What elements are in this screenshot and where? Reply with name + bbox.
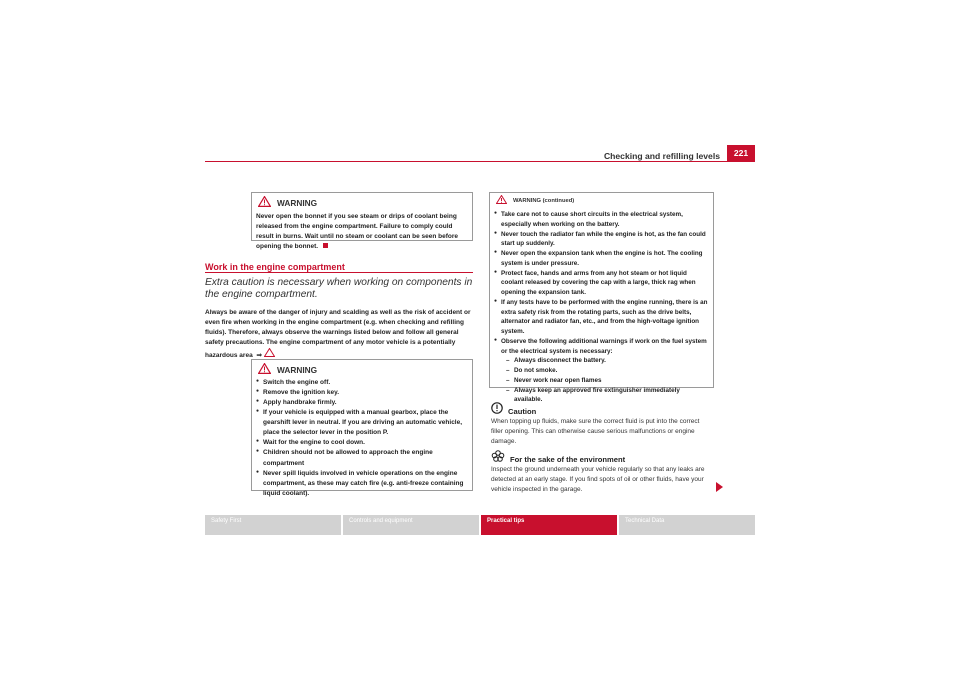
list-item: ● Wait for the engine to cool down. xyxy=(256,438,468,448)
list-item: ● Protect face, hands and arms from any hot steam or hot liquid coolant released by covering the cap with a large, thick rag when opening the expansion tank. xyxy=(494,269,709,298)
tab-safety-first[interactable]: Safety First xyxy=(205,515,341,535)
warning-triangle-icon xyxy=(496,195,507,206)
caution-text: When topping up fluids, make sure the correct fluid is put into the correct filler opening. This can otherwise cause serious malfunctions or engine damage. xyxy=(491,418,700,446)
next-page-arrow-icon[interactable] xyxy=(716,482,723,492)
page-header-title: Checking and refilling levels xyxy=(603,151,720,161)
caution-icon xyxy=(491,402,503,416)
list-item: ● Never open the expansion tank when the engine is hot. The cooling system is under pressure. xyxy=(494,249,709,269)
sub-list-item: – Do not smoke. xyxy=(494,366,709,376)
footer-tabs xyxy=(205,515,755,535)
intro-paragraph xyxy=(205,308,473,361)
tab-practical-tips[interactable]: Practical tips xyxy=(481,515,617,535)
warning-title: WARNING xyxy=(277,197,318,208)
list-item: ● Observe the following additional warnings if work on the fuel system or the electrical system is necessary: xyxy=(494,337,709,357)
warning-title: WARNING xyxy=(277,364,318,375)
list-item: ● Switch the engine off. xyxy=(256,378,468,388)
intro-text: Always be aware of the danger of injury and scalding as well as the risk of accident or even fire when working in the engine compartment (e.g. when checking and refilling fluids). Therefore, always observe the warnings listed below and follow all general safety precautions. The engine compartment of any motor vehicle is a potentially hazardous area xyxy=(205,309,471,360)
section-subtitle: Extra caution is necessary when working on components in the engine compartment. xyxy=(205,277,473,301)
caution-title: Caution xyxy=(508,407,537,416)
section-divider xyxy=(205,272,473,273)
tab-technical-data[interactable]: Technical Data xyxy=(619,515,755,535)
warning-triangle-icon xyxy=(258,196,271,209)
sub-list-item: – Always disconnect the battery. xyxy=(494,356,709,366)
list-item: ● Never spill liquids involved in vehicle operations on the engine compartment, as these may catch fire (e.g. anti-freeze containing liquid coolant). xyxy=(256,469,468,499)
environment-flower-icon xyxy=(491,450,505,464)
tab-controls-and-equipment[interactable]: Controls and equipment xyxy=(343,515,479,535)
warning-title: WARNING (continued) xyxy=(513,197,575,204)
list-item: ● Children should not be allowed to approach the engine compartment xyxy=(256,448,468,468)
header-divider xyxy=(205,161,755,162)
warning-triangle-icon xyxy=(258,363,271,376)
sub-list-item: – Always keep an approved fire extinguisher immediately available. xyxy=(494,386,709,406)
sub-list-item: – Never work near open flames xyxy=(494,376,709,386)
caution-block xyxy=(491,401,713,447)
end-mark-icon xyxy=(323,243,328,248)
list-item: ● Take care not to cause short circuits in the electrical system, especially when working on the battery. xyxy=(494,210,709,230)
list-item: ● Remove the ignition key. xyxy=(256,388,468,398)
list-item: ● Apply handbrake firmly. xyxy=(256,398,468,408)
environment-block xyxy=(491,450,713,495)
list-item: ● If your vehicle is equipped with a manual gearbox, place the gearshift lever in neutral. If you are driving an automatic vehicle, place the selector lever in the position P. xyxy=(256,408,468,438)
warning-box-continued xyxy=(489,192,714,404)
list-item: ● If any tests have to be performed with the engine running, there is an extra safety risk from the rotating parts, such as the drive belts, alternator and radiator fan, etc., and from the high-voltage ignition system. xyxy=(494,298,709,337)
warning-text: Never open the bonnet if you see steam or drips of coolant being released from the engine compartment. Failure to comply could result in burns. Wait until no steam or coolant can be seen before opening the bonnet. xyxy=(256,213,459,251)
environment-text: Inspect the ground underneath your vehicle regularly so that any leaks are detected at an early stage. If you find spots of oil or other fluids, have your vehicle inspected in the garage. xyxy=(491,466,705,494)
section-title: Work in the engine compartment xyxy=(205,262,345,272)
warning-box-engine xyxy=(251,359,473,497)
list-item: ● Never touch the radiator fan while the engine is hot, as the fan could start up suddenly. xyxy=(494,230,709,250)
reference-arrow: ⇒ xyxy=(256,352,262,360)
warning-box-bonnet xyxy=(251,192,473,251)
environment-title: For the sake of the environment xyxy=(510,455,626,464)
page-number: 221 xyxy=(727,145,755,161)
